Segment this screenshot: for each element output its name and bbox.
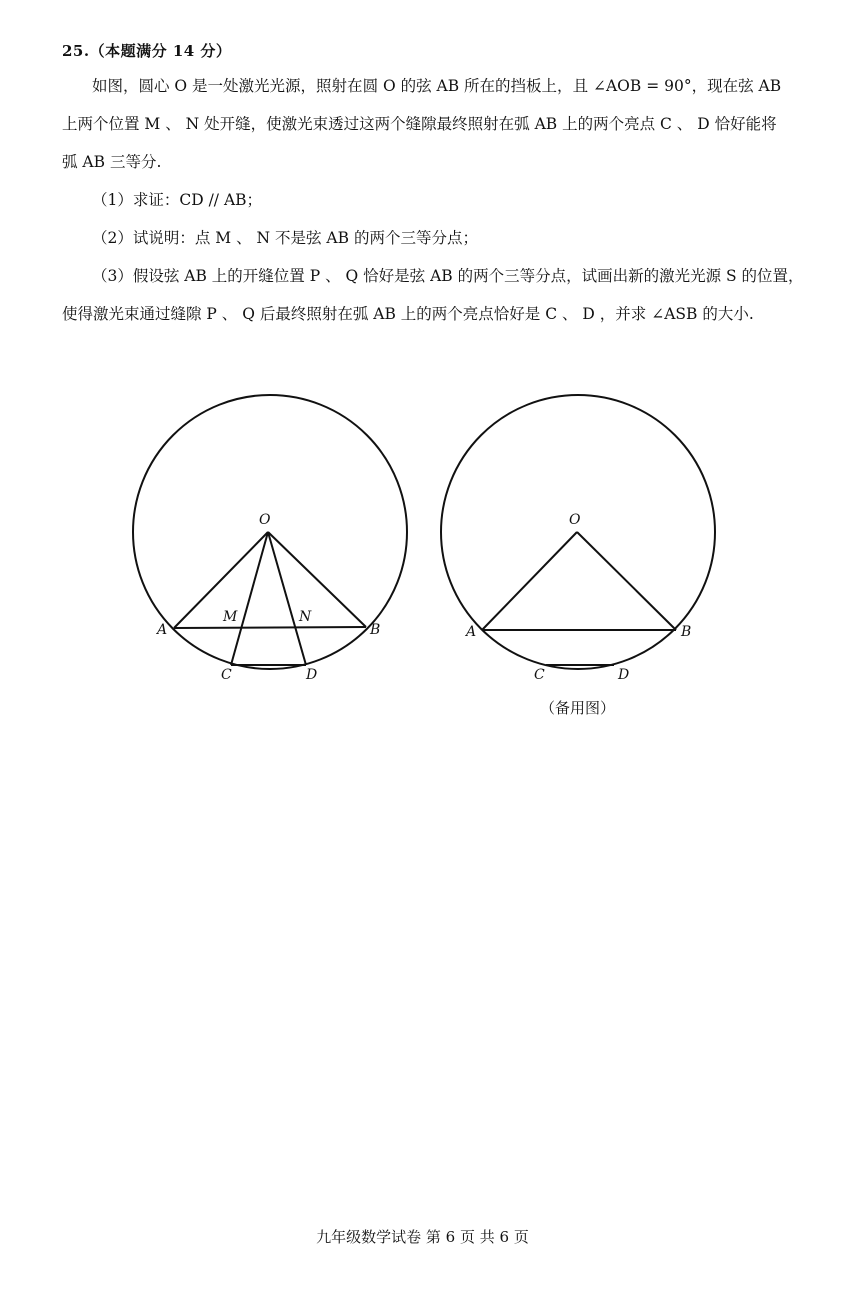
- figure2-segment-oa: [482, 532, 577, 630]
- figure1-segment-od: [268, 532, 306, 665]
- figure1-label-m: M: [223, 609, 238, 625]
- figure1-chord-ab: [174, 627, 366, 628]
- figure2-segment-ob: [577, 532, 676, 630]
- figure2-label-d: D: [618, 667, 630, 683]
- figure2-label-a: A: [466, 624, 477, 640]
- figure1-label-o: O: [259, 512, 271, 528]
- figure2-label-c: C: [534, 667, 545, 683]
- figure1-label-c: C: [221, 667, 232, 683]
- figure1-label-n: N: [299, 609, 312, 625]
- question-3-line-1: （3）假设弦 AB 上的开缝位置 P 、 Q 恰好是弦 AB 的两个三等分点，试画出新的激光光源 S 的位置，: [92, 267, 804, 285]
- page-footer: 九年级数学试卷 第 6 页 共 6 页: [316, 1228, 529, 1246]
- figure2-label-o: O: [569, 512, 581, 528]
- question-1: （1）求证：CD // AB；: [92, 191, 263, 209]
- figure1-label-a: A: [157, 622, 168, 638]
- figure1-label-d: D: [306, 667, 318, 683]
- problem-title: 25.（本题满分 14 分）: [62, 42, 232, 60]
- figure2-caption: （备用图）: [540, 699, 616, 717]
- question-3-line-2: 使得激光束通过缝隙 P 、 Q 后最终照射在弧 AB 上的两个亮点恰好是 C 、 D ，并求 ∠ASB 的大小.: [62, 305, 754, 323]
- figure2-label-b: B: [681, 624, 692, 640]
- figure1-segment-ob: [268, 532, 366, 627]
- intro-line-2: 上两个位置 M 、 N 处开缝，使激光束透过这两个缝隙最终照射在弧 AB 上的两个亮点 C 、 D 恰好能将: [62, 115, 777, 133]
- intro-line-3: 弧 AB 三等分.: [62, 153, 162, 171]
- intro-line-1: 如图，圆心 O 是一处激光光源，照射在圆 O 的弦 AB 所在的挡板上，且 ∠AOB = 90°，现在弦 AB: [92, 77, 782, 95]
- question-2: （2）试说明：点 M 、 N 不是弦 AB 的两个三等分点；: [92, 229, 478, 247]
- figure1-label-b: B: [370, 622, 381, 638]
